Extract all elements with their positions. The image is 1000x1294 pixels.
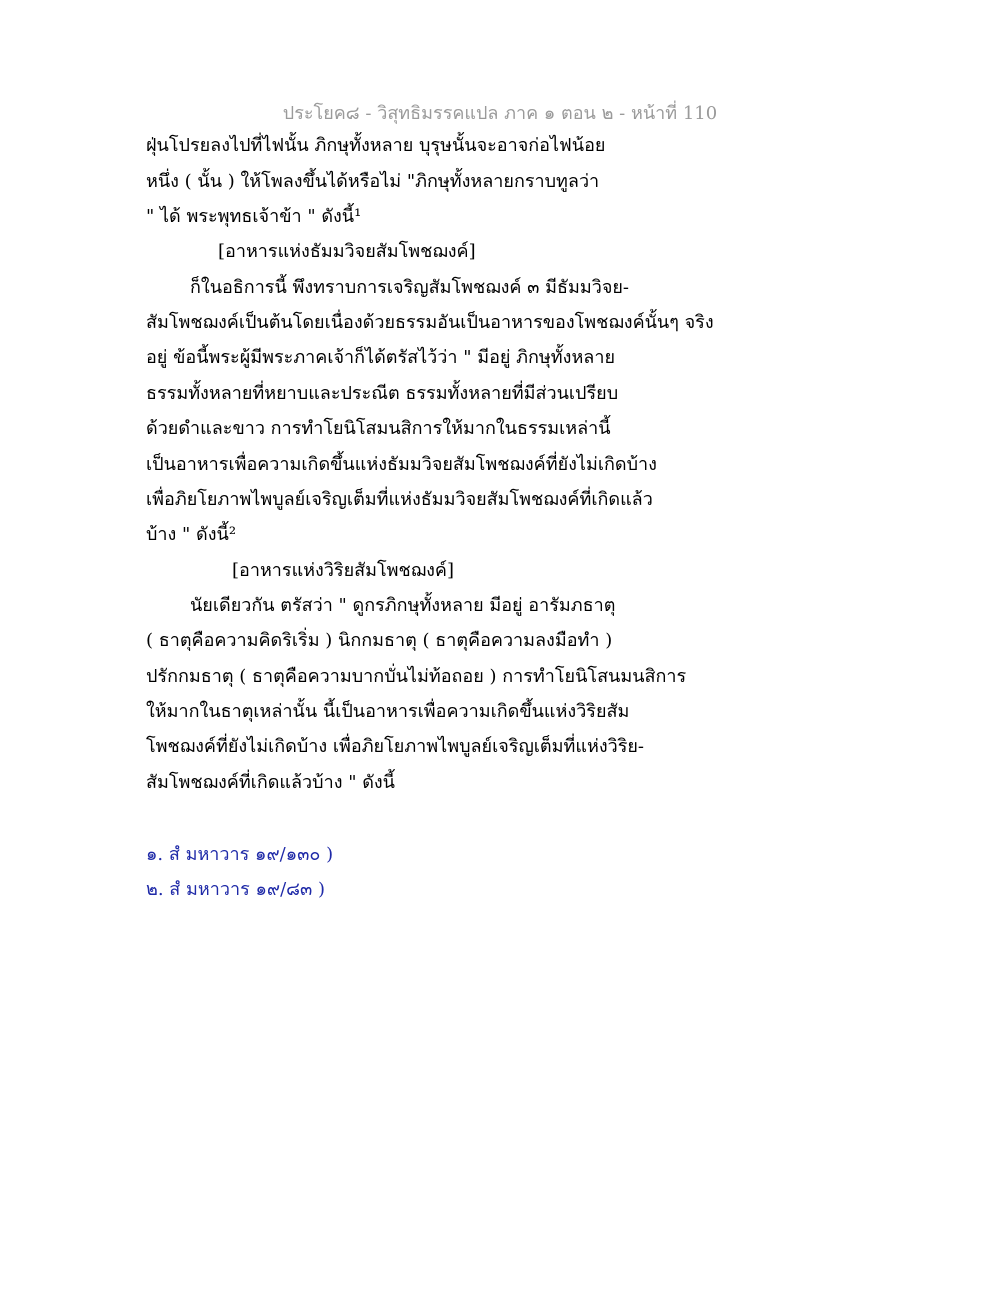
body-line: อยู่ ข้อนี้พระผู้มีพระภาคเจ้าก็ได้ตรัสไว้ว่า " มีอยู่ ภิกษุทั้งหลาย (146, 347, 615, 368)
section-heading: [อาหารแห่งธัมมวิจยสัมโพชฌงค์] (218, 241, 476, 262)
body-line: ให้มากในธาตุเหล่านั้น นี้เป็นอาหารเพื่อความเกิดขึ้นแห่งวิริยสัม (146, 701, 630, 722)
body-line: หนึ่ง ( นั้น ) ให้โพลงขึ้นได้หรือไม่ "ภิกษุทั้งหลายกราบทูลว่า (146, 171, 600, 192)
running-header: ประโยค๘ - วิสุทธิมรรคแปล ภาค ๑ ตอน ๒ - หน้าที่ 110 (282, 103, 718, 124)
body-line: ธรรมทั้งหลายที่หยาบและประณีต ธรรมทั้งหลายที่มีส่วนเปรียบ (146, 383, 619, 404)
body-line: ฝุ่นโปรยลงไปที่ไฟนั้น ภิกษุทั้งหลาย บุรุษนั้นจะอาจก่อไฟน้อย (146, 135, 606, 156)
body-line: นัยเดียวกัน ตรัสว่า " ดูกรภิกษุทั้งหลาย มีอยู่ อารัมภธาตุ (190, 595, 616, 616)
section-heading: [อาหารแห่งวิริยสัมโพชฌงค์] (232, 560, 454, 581)
footnote: ๑. สํ มหาวาร ๑๙/๑๓๐ ) (146, 844, 334, 865)
body-line: " ได้ พระพุทธเจ้าข้า " ดังนี้¹ (146, 206, 362, 227)
body-line: โพชฌงค์ที่ยังไม่เกิดบ้าง เพื่อภิยโยภาพไพบูลย์เจริญเต็มที่แห่งวิริย- (146, 736, 645, 757)
body-line: ด้วยดำและขาว การทำโยนิโสมนสิการให้มากในธรรมเหล่านี้ (146, 418, 611, 439)
body-line: สัมโพชฌงค์เป็นต้นโดยเนื่องด้วยธรรมอันเป็นอาหารของโพชฌงค์นั้นๆ จริง (146, 312, 714, 333)
body-line: ( ธาตุคือความคิดริเริ่ม ) นิกกมธาตุ ( ธาตุคือความลงมือทำ ) (146, 630, 613, 651)
body-line: ก็ในอธิการนี้ พึงทราบการเจริญสัมโพชฌงค์ ๓ มีธัมมวิจย- (190, 277, 630, 298)
body-line: ปรักกมธาตุ ( ธาตุคือความบากบั่นไม่ท้อถอย ) การทำโยนิโสนมนสิการ (146, 666, 687, 687)
body-line: บ้าง " ดังนี้² (146, 524, 237, 545)
body-line: เพื่อภิยโยภาพไพบูลย์เจริญเต็มที่แห่งธัมมวิจยสัมโพชฌงค์ที่เกิดแล้ว (146, 489, 653, 510)
footnote: ๒. สํ มหาวาร ๑๙/๘๓ ) (146, 879, 326, 900)
body-line: สัมโพชฌงค์ที่เกิดแล้วบ้าง " ดังนี้ (146, 772, 395, 793)
body-line: เป็นอาหารเพื่อความเกิดขึ้นแห่งธัมมวิจยสัมโพชฌงค์ที่ยังไม่เกิดบ้าง (146, 454, 657, 475)
